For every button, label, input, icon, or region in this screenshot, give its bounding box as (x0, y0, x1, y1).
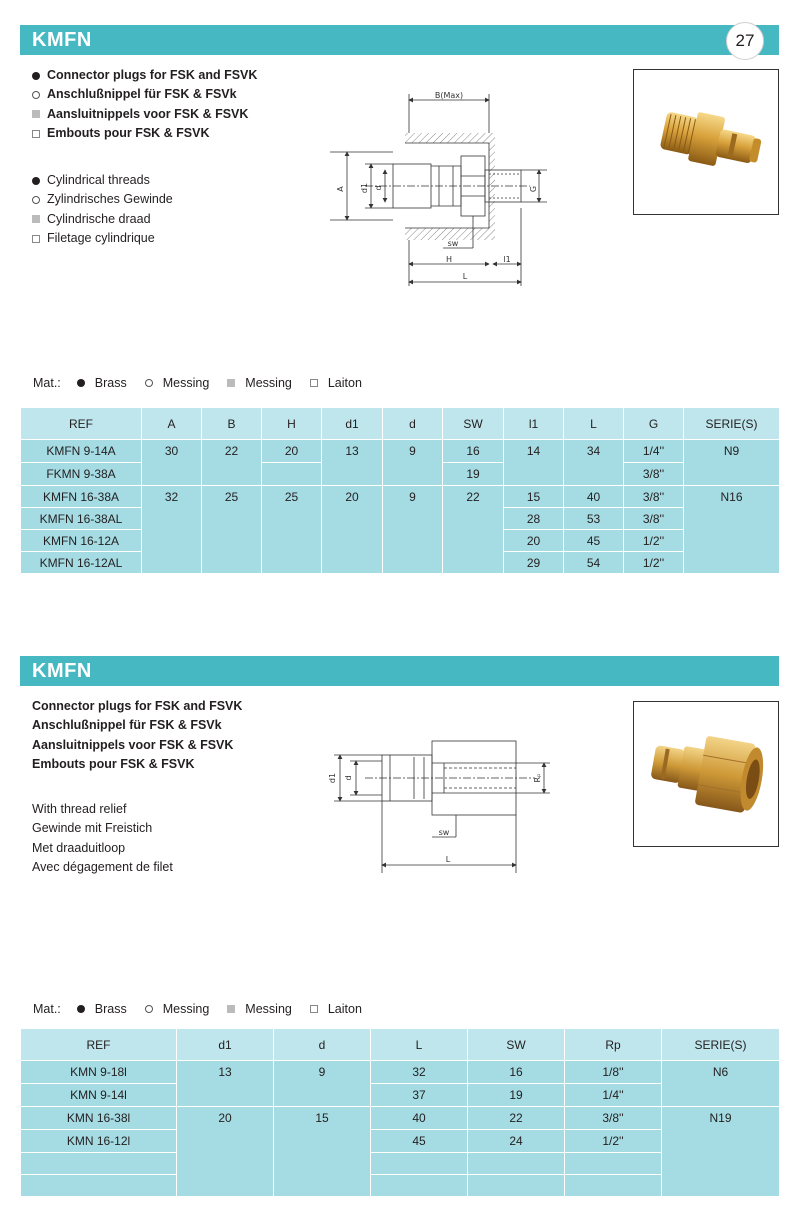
cell-sw: 24 (468, 1130, 565, 1153)
cell-a: 30 (142, 440, 202, 486)
cell-ref: KMFN 16-12A (21, 530, 142, 552)
cell-sw: 22 (443, 486, 504, 574)
filled-circle-bullet-icon (32, 177, 40, 185)
product-description (32, 66, 257, 143)
dim-label-h: H (445, 255, 453, 264)
desc-line-fr: Embouts pour FSK & FSVK (47, 125, 210, 140)
open-square-bullet-icon (32, 235, 40, 243)
dim-label-d1: d1 (328, 772, 337, 784)
header-sw: SW (443, 408, 504, 440)
cell-l: 45 (371, 1130, 468, 1153)
material-label: Mat.: (33, 1002, 61, 1016)
cell-ref: KMFN 16-38A (21, 486, 142, 508)
header-a: A (142, 408, 202, 440)
cell-g: 1/2'' (624, 530, 684, 552)
filled-circle-bullet-icon (77, 1005, 85, 1013)
cell-g: 1/4'' (624, 440, 684, 463)
material-de: Messing (162, 376, 210, 390)
material-legend-1 (33, 376, 380, 390)
dim-label-d: d (344, 775, 353, 781)
cell-d: 9 (383, 486, 443, 574)
cell-l1: 28 (504, 508, 564, 530)
table-header-row (21, 1029, 780, 1061)
thread-line-fr: Filetage cylindrique (47, 230, 155, 245)
header-l: L (564, 408, 624, 440)
spec-table-1 (20, 407, 780, 574)
cell-l1: 29 (504, 552, 564, 574)
cell-g: 3/8'' (624, 463, 684, 486)
dim-label-sw: sw (438, 828, 450, 837)
cell-sw: 19 (443, 463, 504, 486)
cell-g: 1/2'' (624, 552, 684, 574)
cell-rp: 1/4'' (565, 1084, 662, 1107)
open-square-bullet-icon (310, 1005, 318, 1013)
material-de: Messing (162, 1002, 210, 1016)
thread-line-de: Zylindrisches Gewinde (47, 192, 173, 207)
desc-line-de: Anschlußnippel für FSK & FSVk (47, 87, 237, 102)
section-title: KMFN (32, 29, 92, 51)
cell-ref: KMN 9-14l (21, 1084, 177, 1107)
cell-series: N6 (662, 1061, 780, 1107)
header-d1: d1 (322, 408, 383, 440)
desc-line-fr: Embouts pour FSK & FSVK (32, 756, 195, 771)
cell-l1: 20 (504, 530, 564, 552)
material-nl: Messing (245, 376, 292, 390)
cell-series: N19 (662, 1107, 780, 1197)
cell-d1: 20 (177, 1107, 274, 1197)
cell-h: 20 (262, 440, 322, 463)
cell-l: 34 (564, 440, 624, 486)
material-legend-2 (33, 1002, 380, 1016)
section-title: KMFN (32, 660, 92, 682)
dim-label-l: L (462, 272, 468, 281)
cell-rp: 1/8'' (565, 1061, 662, 1084)
header-ref: REF (21, 408, 142, 440)
cell-g: 3/8'' (624, 508, 684, 530)
thread-description (32, 171, 173, 248)
section-header-1 (20, 25, 779, 55)
header-series: SERIE(S) (662, 1029, 780, 1061)
header-h: H (262, 408, 322, 440)
header-rp: Rp (565, 1029, 662, 1061)
material-fr: Laiton (327, 1002, 362, 1016)
filled-square-bullet-icon (32, 215, 40, 223)
section-header-2 (20, 656, 779, 686)
thread-line-nl: Cylindrische draad (47, 211, 151, 226)
filled-circle-bullet-icon (77, 379, 85, 387)
filled-circle-bullet-icon (32, 72, 40, 80)
dim-label-d1: d1 (360, 182, 369, 194)
cell-sw: 16 (468, 1061, 565, 1084)
cell-ref: KMFN 9-14A (21, 440, 142, 463)
open-circle-bullet-icon (32, 196, 40, 204)
cell-b: 22 (202, 440, 262, 486)
filled-square-bullet-icon (32, 110, 40, 118)
desc-line-en: Connector plugs for FSK and FSVK (47, 68, 258, 82)
cell-b: 25 (202, 486, 262, 574)
cell-l: 37 (371, 1084, 468, 1107)
open-circle-bullet-icon (145, 379, 153, 387)
material-en: Brass (94, 376, 127, 390)
cell-l: 40 (371, 1107, 468, 1130)
cell-sw: 19 (468, 1084, 565, 1107)
technical-drawing-2 (320, 735, 555, 880)
cell-l: 45 (564, 530, 624, 552)
table-header-row (21, 408, 780, 440)
open-square-bullet-icon (32, 130, 40, 138)
dim-label-l: L (445, 855, 451, 864)
dim-label-a: A (336, 186, 345, 192)
material-fr: Laiton (327, 376, 362, 390)
dim-label-l1: l1 (503, 255, 511, 264)
material-en: Brass (94, 1002, 127, 1016)
cell-ref: KMN 16-38l (21, 1107, 177, 1130)
table-row (21, 440, 780, 463)
thread-line-de: Gewinde mit Freistich (32, 821, 153, 836)
material-label: Mat.: (33, 376, 61, 390)
thread-description-2 (32, 800, 173, 877)
filled-square-bullet-icon (227, 379, 235, 387)
header-g: G (624, 408, 684, 440)
dim-label-rp: Rₚ (533, 773, 542, 783)
cell-ref: KMFN 16-38AL (21, 508, 142, 530)
cell-series: N16 (684, 486, 780, 574)
open-square-bullet-icon (310, 379, 318, 387)
cell-ref: KMFN 16-12AL (21, 552, 142, 574)
cell-h (262, 463, 322, 486)
desc-line-nl: Aansluitnippels voor FSK & FSVK (32, 737, 234, 752)
spec-table-2 (20, 1028, 780, 1197)
cell-l: 40 (564, 486, 624, 508)
header-l: L (371, 1029, 468, 1061)
cell-l1: 14 (504, 440, 564, 486)
desc-line-de: Anschlußnippel für FSK & FSVk (32, 718, 222, 733)
table-row (21, 486, 780, 508)
desc-line-nl: Aansluitnippels voor FSK & FSVK (47, 106, 249, 121)
dim-label-sw: sw (447, 239, 459, 248)
product-photo-1 (633, 69, 779, 215)
header-b: B (202, 408, 262, 440)
open-circle-bullet-icon (32, 91, 40, 99)
filled-square-bullet-icon (227, 1005, 235, 1013)
header-d: d (274, 1029, 371, 1061)
cell-ref: KMN 16-12l (21, 1130, 177, 1153)
header-l1: l1 (504, 408, 564, 440)
open-circle-bullet-icon (145, 1005, 153, 1013)
cell-g: 3/8'' (624, 486, 684, 508)
thread-line-fr: Avec dégagement de filet (32, 859, 173, 874)
header-series: SERIE(S) (684, 408, 780, 440)
thread-line-en: Cylindrical threads (47, 173, 150, 187)
cell-rp: 3/8'' (565, 1107, 662, 1130)
table-row (21, 1061, 780, 1084)
product-photo-2 (633, 701, 779, 847)
cell-l1: 15 (504, 486, 564, 508)
cell-d1: 13 (177, 1061, 274, 1107)
cell-d: 9 (383, 440, 443, 486)
thread-line-nl: Met draaduitloop (32, 840, 126, 855)
desc-line-en: Connector plugs for FSK and FSVK (32, 699, 243, 713)
technical-drawing-1 (325, 88, 555, 288)
cell-d: 9 (274, 1061, 371, 1107)
cell-series: N9 (684, 440, 780, 486)
header-d: d (383, 408, 443, 440)
thread-line-en: With thread relief (32, 802, 127, 816)
dim-label-b: B(Max) (434, 91, 464, 100)
brass-coupling-image (634, 702, 778, 846)
cell-h: 25 (262, 486, 322, 574)
cell-a: 32 (142, 486, 202, 574)
cell-ref: FKMN 9-38A (21, 463, 142, 486)
cell-l: 53 (564, 508, 624, 530)
product-description-2 (32, 697, 242, 774)
cell-l: 32 (371, 1061, 468, 1084)
table-row (21, 1107, 780, 1130)
cell-d1: 20 (322, 486, 383, 574)
dim-label-g: G (529, 185, 538, 193)
cell-sw: 22 (468, 1107, 565, 1130)
header-sw: SW (468, 1029, 565, 1061)
page-number: 27 (726, 22, 764, 60)
dim-label-d: d (374, 185, 383, 191)
cell-d1: 13 (322, 440, 383, 486)
brass-plug-image (634, 70, 778, 214)
cell-l: 54 (564, 552, 624, 574)
cell-rp: 1/2'' (565, 1130, 662, 1153)
cell-d: 15 (274, 1107, 371, 1197)
cell-sw: 16 (443, 440, 504, 463)
material-nl: Messing (245, 1002, 292, 1016)
cell-ref: KMN 9-18l (21, 1061, 177, 1084)
header-d1: d1 (177, 1029, 274, 1061)
header-ref: REF (21, 1029, 177, 1061)
